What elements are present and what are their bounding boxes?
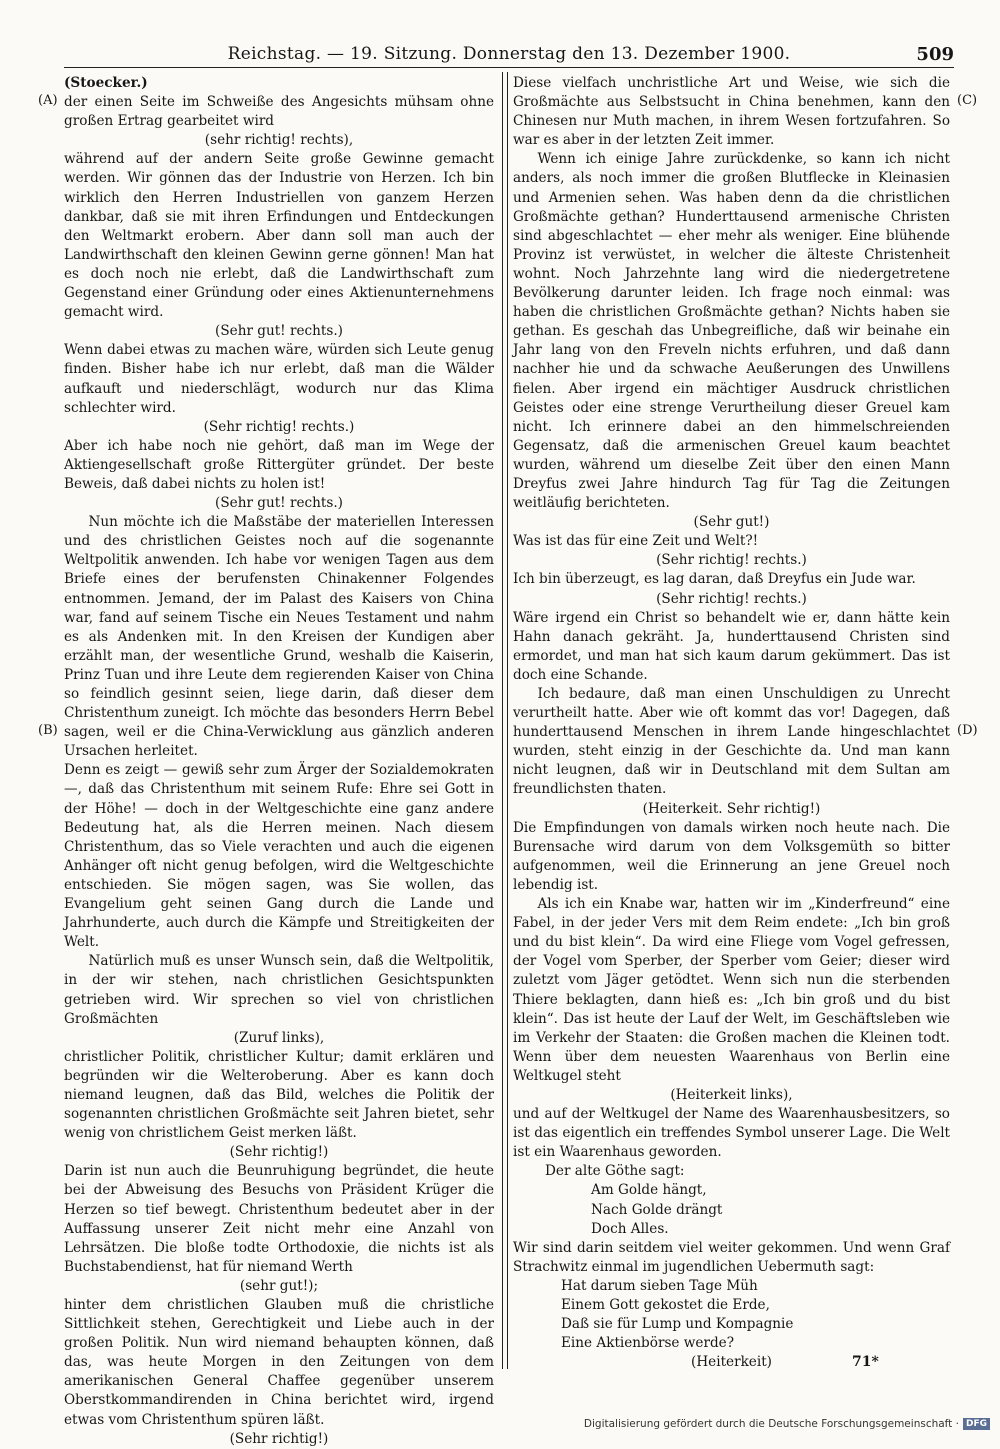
paragraph: Wenn ich einige Jahre zurückdenke, so kann ich nicht anders, als noch immer die großen Blutflecke in Kleinasien und Armenien sehen. Was haben denn da die christlichen Großmächte gethan? Hunderttausend armenische Christen sind abgeschlachtet — eher mehr als weniger. Eine blühende Provinz ist verwüstet, in welcher die älteste Christenheit wohnt. Noch Jahrzehnte lang wird die niedergetretene Bevölkerung darunter leiden. Ich frage noch einmal: was haben die christlichen Großmächte gethan? Nichts haben sie gethan. Es geschah das Unbegreifliche, daß wir beinahe ein Jahr lang von den Freveln nichts erfuhren, und daß dann nachher hie und da schwache Aeußerungen des Unwillens fielen. Aber irgend ein mächtiger Ausdruck christlichen Geistes oder eine strenge Verurtheilung dieser Greuel kam nicht. Ich erinnere dabei an den himmelschreienden Gegensatz, daß die armenischen Greuel kaum beachtet wurden, während um dieselbe Zeit über den einen Mann Dreyfus zwei Jahre hindurch Tag für Tag die Zeitungen weitläufig berichteten. [513, 151, 950, 512]
paragraph: christlicher Politik, christlicher Kultur; damit erklären und begründen wir die Welteroberung. Aber es kann doch niemand leugnen, daß das Bild, welches die Politik der sogenannten christlichen Großmächte seit Jahren bietet, sehr wenig von christlichem Geist merken läßt. [64, 1048, 494, 1142]
paragraph: Wir sind darin seitdem viel weiter gekommen. Und wenn Graf Strachwitz einmal im jugendlichen Uebermuth sagt: [513, 1239, 950, 1275]
speaker-name: (Stoecker.) [64, 75, 148, 91]
paragraph: Denn es zeigt — gewiß sehr zum Ärger der Sozialdemokraten —, daß das Christenthum mit seinem Rufe: Ehre sei Gott in der Höhe! — doch in der Weltgeschichte eine ganz andere Bedeutung hat, als die Herren meinen. Nach diesem Christenthum, das so Viele verachten und auch die eigenen Anhänger oft nicht genug befolgen, wird die Weltgeschichte entschieden. Sie mögen sagen, was Sie wollen, das Evangelium geht seinen Gang durch die Lande und Jahrhunderte, auch durch die Kämpfe und Streitigkeiten der Welt. [64, 762, 494, 951]
paragraph: Nun möchte ich die Maßstäbe der materiellen Interessen und des christlichen Geistes noch auf die sogenannte Weltpolitik anwenden. Ich habe vor wenigen Tagen aus dem Briefe eines der berufensten Chinakenner Folgendes entnommen. Jemand, der im Palast des Kaisers von China war, fand auf seinem Tische ein Neues Testament und nahm es als Andenken mit. In den Kreisen der Kundigen aber erzählt man, der wesentliche Grund, weshalb die Kaiserin, Prinz Tuan und ihre Leute dem regierenden Kaiser von China so feindlich gesinnt seien, liege darin, daß dieser dem Christenthum zuneigt. Ich möchte das besonders Herrn Bebel sagen, weil er die China-Verwicklung aus gänzlich anderen Ursachen herleitet. [64, 514, 494, 760]
interjection: (Sehr richtig! rechts.) [656, 590, 807, 607]
paragraph: Wenn dabei etwas zu machen wäre, würden sich Leute genug finden. Bisher habe ich nur erlebt, daß man die Wälder aufkauft und niederschlägt, wodurch nur das Klima schlechter wird. [64, 342, 494, 416]
paragraph: hinter dem christlichen Glauben muß die christliche Sittlichkeit stehen, Gerechtigkeit und Liebe auch in der großen Politik. Nun wird niemand behaupten können, daß das, was heute Morgen in den Zeitungen von dem amerikanischen General Chaffee gegenüber unserem Oberstkommandirenden in China berichtet wird, irgend etwas vom Christenthum spüren läßt. [64, 1297, 494, 1428]
paragraph: Was ist das für eine Zeit und Welt?! [513, 533, 759, 550]
paragraph: Ich bedaure, daß man einen Unschuldigen zu Unrecht verurtheilt hatte. Aber wie oft kommt das vor! Dagegen, daß hunderttausend Menschen in ihrem Lande hingeschlachtet wurden, steht einzig in der Geschichte da. Und man kann nicht leugnen, daß wir in Deutschland mit dem Sultan am freundlichsten thaten. [513, 686, 950, 798]
paragraph: während auf der andern Seite große Gewinne gemacht werden. Wir gönnen das der Industrie von Herzen. Ich bin wirklich den Herren Industriellen von ganzem Herzen dankbar, daß sie mit ihren Erfindungen und Entdeckungen den Weltmarkt erobern. Aber dann soll man auch der Landwirthschaft den kleinen Gewinn gerne gönnen! Man hat es doch noch nie erlebt, daß die Landwirthschaft zum Gegenstand einer Gründung oder eines Aktienunternehmens gemacht wird. [64, 151, 494, 321]
paragraph: Diese vielfach unchristliche Art und Weise, wie sich die Großmächte aus Selbstsucht in China benehmen, kann den Chinesen nur Muth machen, in ihrem Wesen fortzufahren. So war es aber in der letzten Zeit immer. [513, 75, 950, 149]
paragraph: Wäre irgend ein Christ so behandelt wie er, dann hätte kein Hahn danach gekräht. Ja, hunderttausend Christen sind ermordet, und man hat sich kaum darum gekümmert. Das ist doch eine Schande. [513, 609, 950, 683]
interjection: (Sehr richtig! rechts.) [203, 418, 355, 435]
margin-marker-a: (A) [38, 93, 58, 108]
right-column [513, 74, 950, 1372]
paragraph: Als ich ein Knabe war, hatten wir im „Kinderfreund“ eine Fabel, in der jeder Vers mit dem Reim endete: „Ich bin groß und du bist klein“. Da wird eine Fliege vom Vogel gefressen, der Vogel vom Sperber, der Sperber vom Geier; dieser wird zuletzt vom Jäger getödtet. Wenn sich nun die sterbenden Thiere beklagten, dann hieß es: „Ich bin groß und du bist klein“. Das ist heute der Lauf der Welt, im Geschäftsleben wie im Verkehr der Staaten: die Großen machen die Kleinen todt. Wenn über dem neuesten Waarenhaus von Berlin eine Weltkugel steht [513, 896, 950, 1084]
verse-line: Eine Aktienbörse werde? [561, 1335, 734, 1352]
page-header [64, 44, 954, 74]
footer-credit [584, 1418, 990, 1430]
verse-line: Daß sie für Lump und Kompagnie [561, 1316, 794, 1333]
verse-line: Nach Golde drängt [591, 1201, 723, 1218]
paragraph: Natürlich muß es unser Wunsch sein, daß die Weltpolitik, in der wir stehen, nach christlichen Gesichtspunkten getrieben wird. Wir sprechen so viel von christlichen Großmächten [64, 953, 494, 1027]
paragraph: Darin ist nun auch die Beunruhigung begründet, die heute bei der Abweisung des Besuchs von Präsident Krüger die Herzen so tief bewegt. Christenthum bedeutet aber in der Auffassung unserer Zeit nicht mehr eine Anzahl von Lehrsätzen. Die bloße todte Orthodoxie, die nichts ist als Buchstabendienst, hat für niemand Werth [64, 1163, 494, 1275]
interjection: (Heiterkeit. Sehr richtig!) [642, 800, 821, 817]
interjection: (Zuruf links), [233, 1029, 325, 1046]
interjection: (Sehr richtig! rechts.) [656, 552, 807, 569]
verse-line: Am Golde hängt, [591, 1182, 707, 1199]
left-column [64, 74, 494, 1449]
paragraph: Die Empfindungen von damals wirken noch heute nach. Die Burensache wird darum von dem Volksgemüth so bitter aufgenommen, weil die Erinnerung an jene Greuel noch lebendig ist. [513, 819, 950, 893]
interjection: (Sehr richtig!) [229, 1430, 329, 1447]
interjection: (sehr richtig! rechts), [204, 132, 354, 149]
paragraph: und auf der Weltkugel der Name des Waarenhausbesitzers, so ist das eigentlich ein treffendes Symbol unserer Lage. Die Welt ist ein Waarenhaus geworden. [513, 1106, 950, 1161]
dfg-logo: DFG [963, 1418, 990, 1430]
page-number: 509 [916, 44, 954, 65]
column-divider [502, 72, 503, 1369]
margin-marker-d: (D) [957, 723, 978, 738]
header-rule [64, 67, 954, 68]
interjection: (Heiterkeit) [691, 1354, 772, 1371]
interjection: (Sehr richtig!) [229, 1144, 329, 1161]
interjection: (Sehr gut! rechts.) [215, 495, 343, 512]
interjection: (sehr gut!); [239, 1277, 319, 1294]
verse-line: Einem Gott gekostet die Erde, [561, 1297, 770, 1313]
sheet-signature: 71* [852, 1354, 879, 1370]
footer-text: Digitalisierung gefördert durch die Deutsche Forschungsgemeinschaft · [583, 1418, 959, 1430]
verse-line: Hat darum sieben Tage Müh [561, 1277, 758, 1294]
interjection: (Heiterkeit links), [670, 1086, 793, 1103]
header-title: Reichstag. — 19. Sitzung. Donnerstag den 13. Dezember 1900. [227, 44, 791, 64]
margin-marker-c: (C) [957, 93, 978, 108]
interjection: (Sehr gut! rechts.) [215, 323, 343, 340]
margin-marker-b: (B) [38, 723, 58, 738]
column-divider [507, 72, 508, 1369]
paragraph: der einen Seite im Schweiße des Angesichts mühsam ohne großen Ertrag gearbeitet wird [64, 94, 494, 130]
interjection: (Sehr gut!) [693, 514, 770, 531]
paragraph: Der alte Göthe sagt: [545, 1163, 685, 1180]
paragraph: Aber ich habe noch nie gehört, daß man im Wege der Aktiengesellschaft große Rittergüter gründet. Der beste Beweis, daß dabei nichts zu holen ist! [64, 437, 494, 492]
paragraph: Ich bin überzeugt, es lag daran, daß Dreyfus ein Jude war. [513, 571, 916, 588]
verse-line: Doch Alles. [591, 1220, 669, 1237]
